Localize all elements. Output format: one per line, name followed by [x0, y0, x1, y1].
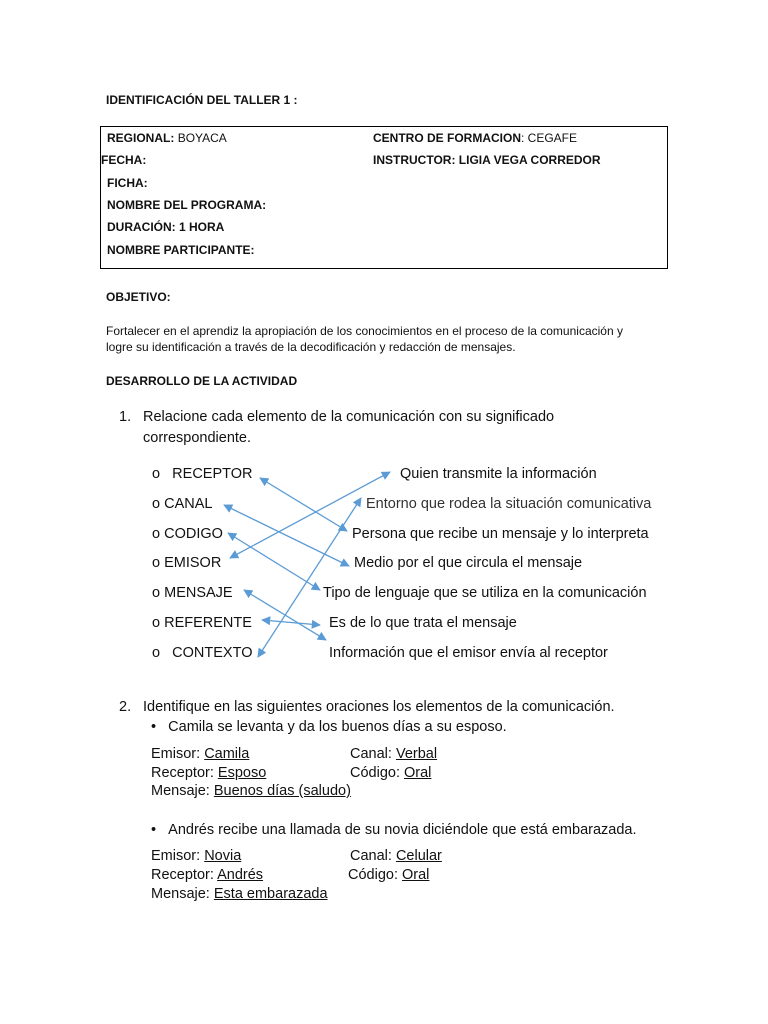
right-item: Es de lo que trata el mensaje — [329, 615, 517, 631]
q1-number: 1. — [119, 409, 132, 425]
case-sentence: Camila se levanta y da los buenos días a su esposo. — [168, 719, 507, 735]
fecha-label: FECHA: — [101, 153, 147, 167]
bullet-dot: • — [151, 822, 157, 838]
left-item-label: RECEPTOR — [172, 466, 253, 482]
bullet-dot: • — [151, 719, 157, 735]
mensaje-value: Esta embarazada — [213, 886, 328, 902]
q2-heading: Identifique en las siguientes oraciones los elementos de la comunicación. — [143, 699, 615, 715]
left-item-label: CODIGO — [164, 526, 223, 542]
case-2-receptor — [151, 867, 263, 883]
receptor-label: Receptor: — [151, 867, 214, 883]
programa-label: NOMBRE DEL PROGRAMA: — [107, 198, 267, 212]
centro-label: CENTRO DE FORMACION — [373, 131, 521, 145]
codigo-label: Código: — [350, 765, 400, 781]
q2-number: 2. — [119, 699, 132, 715]
q1-line-1: Relacione cada elemento de la comunicación con su significado — [143, 409, 555, 425]
emisor-value: Novia — [204, 848, 242, 864]
match-arrow — [224, 505, 349, 566]
canal-value: Verbal — [395, 746, 438, 762]
case-2-mensaje — [151, 886, 328, 902]
right-item: Medio por el que circula el mensaje — [354, 555, 583, 571]
right-item: Entorno que rodea la situación comunicativa — [366, 496, 652, 512]
duracion-label: DURACIÓN: 1 HORA — [107, 220, 225, 234]
codigo-value: Oral — [404, 765, 432, 781]
q1-line-2: correspondiente. — [143, 430, 252, 446]
codigo-label: Código: — [348, 867, 398, 883]
mensaje-label: Mensaje: — [151, 886, 210, 902]
right-item: Persona que recibe un mensaje y lo interpreta — [352, 526, 649, 542]
regional-label: REGIONAL: — [107, 131, 175, 145]
receptor-value: Esposo — [217, 765, 267, 781]
ficha-label: FICHA: — [107, 176, 148, 190]
left-item-label: REFERENTE — [164, 615, 252, 631]
left-item-label: CANAL — [164, 496, 213, 512]
mensaje-value: Buenos días (saludo) — [213, 783, 351, 799]
centro-value: : CEGAFE — [521, 131, 578, 145]
page-title: IDENTIFICACIÓN DEL TALLER 1 : — [106, 93, 298, 107]
bullet-circle: o — [152, 496, 161, 512]
case-1-emisor — [151, 746, 249, 762]
match-arrow — [260, 478, 347, 531]
emisor-label: Emisor: — [151, 848, 201, 864]
emisor-value: Camila — [204, 746, 250, 762]
bullet-circle: o — [152, 645, 161, 661]
receptor-value: Andrés — [217, 867, 264, 883]
case-1-receptor — [151, 765, 266, 781]
mensaje-label: Mensaje: — [151, 783, 210, 799]
receptor-label: Receptor: — [151, 765, 214, 781]
left-item-label: MENSAJE — [164, 585, 233, 601]
canal-label: Canal: — [350, 848, 392, 864]
match-arrow — [230, 472, 390, 558]
objetivo-heading: OBJETIVO: — [106, 290, 171, 304]
case-2-canal — [350, 848, 442, 864]
objetivo-line-1: Fortalecer en el aprendiz la apropiación de los conocimientos en el proceso de la comunicación y — [106, 324, 623, 338]
right-item: Quien transmite la información — [400, 466, 597, 482]
instructor-label: INSTRUCTOR: LIGIA VEGA CORREDOR — [373, 153, 601, 167]
bullet-circle: o — [152, 526, 161, 542]
right-item: Información que el emisor envía al receptor — [329, 645, 608, 661]
match-arrow — [258, 498, 361, 657]
objetivo-line-2: logre su identificación a través de la decodificación y redacción de mensajes. — [106, 340, 516, 354]
regional-value: BOYACA — [177, 131, 227, 145]
codigo-value: Oral — [402, 867, 430, 883]
case-2-emisor — [151, 848, 241, 864]
case-2-codigo — [348, 867, 429, 883]
left-item-label: CONTEXTO — [172, 645, 253, 661]
case-sentence: Andrés recibe una llamada de su novia diciéndole que está embarazada. — [168, 822, 637, 838]
case-1-sentence — [151, 719, 507, 735]
emisor-label: Emisor: — [151, 746, 201, 762]
match-arrow — [262, 620, 320, 625]
canal-label: Canal: — [350, 746, 392, 762]
bullet-circle: o — [152, 555, 161, 571]
desarrollo-heading: DESARROLLO DE LA ACTIVIDAD — [106, 374, 298, 388]
canal-value: Celular — [395, 848, 442, 864]
participante-label: NOMBRE PARTICIPANTE: — [107, 243, 255, 257]
case-1-codigo — [350, 765, 431, 781]
case-1-mensaje — [151, 783, 351, 799]
case-1-canal — [350, 746, 437, 762]
case-2-sentence — [151, 822, 637, 838]
bullet-circle: o — [152, 615, 161, 631]
right-item: Tipo de lenguaje que se utiliza en la comunicación — [323, 585, 647, 601]
left-item-label: EMISOR — [164, 555, 222, 571]
bullet-circle: o — [152, 466, 161, 482]
bullet-circle: o — [152, 585, 161, 601]
